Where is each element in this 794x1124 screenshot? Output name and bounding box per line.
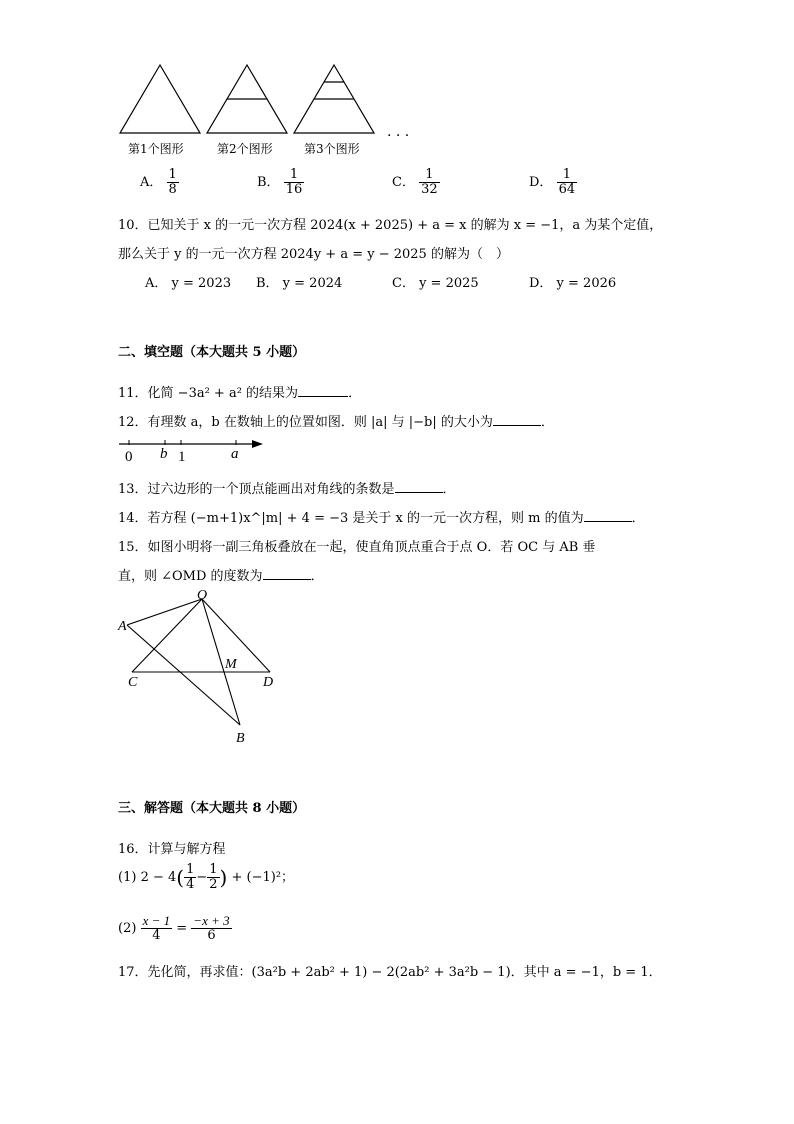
caption-figure-2: 第2个图形 [217, 142, 273, 156]
q14: 14．若方程 (−m+1)x^|m| + 4 = −3 是关于 x 的一元一次方程，则 m 的值为 ． [118, 511, 645, 526]
q9-option-a[interactable]: A． $\frac{1}{8}$ [140, 167, 177, 197]
q17: 17．先化简，再求值：(3a²b + 2ab² + 1) − 2(2ab² + 3a²b − 1)．其中 a = −1，b = 1． [118, 965, 662, 980]
q9-option-b[interactable]: B． $\frac{1}{16}$ [257, 167, 303, 197]
point-label-b: B [236, 731, 245, 746]
figure-ellipsis: . . . [387, 124, 410, 140]
q15-line1: 15．如图小明将一副三角板叠放在一起，使直角顶点重合于点 O．若 OC 与 AB 垂 [118, 540, 596, 555]
q9-option-c[interactable]: C． $\frac{1}{32}$ [392, 167, 438, 197]
axis-label-1: 1 [178, 449, 186, 464]
point-label-m: M [225, 657, 237, 672]
answer-blank[interactable] [263, 567, 311, 580]
q10-line2: 那么关于 y 的一元一次方程 2024y + a = y − 2025 的解为（ ） [118, 247, 509, 262]
q11: 11．化简 −3a² + a² 的结果为 ． [118, 386, 362, 401]
fraction: $\frac{1}{2}$ [209, 862, 218, 892]
caption-figure-3: 第3个图形 [304, 142, 360, 156]
fraction: $\frac{1}{32}$ [421, 167, 438, 197]
section-3-title: 三、解答题（本大题共 8 小题） [118, 801, 306, 816]
answer-blank[interactable] [584, 509, 632, 522]
axis-label-0: 0 [125, 449, 133, 464]
triangle-pattern-figure [110, 60, 410, 140]
number-line-figure [115, 436, 270, 464]
q16-part1: (1) 2 − 4( $\frac{1}{4}$ − $\frac{1}{2}$ ) + (−1)²； [118, 862, 295, 892]
q10-option-d[interactable]: D． y = 2026 [529, 276, 617, 291]
fraction: $\frac{1}{16}$ [285, 167, 303, 197]
triangle-1 [120, 65, 200, 133]
caption-figure-1: 第1个图形 [128, 142, 184, 156]
answer-blank[interactable] [298, 384, 348, 397]
q10-option-c[interactable]: C． y = 2025 [392, 276, 479, 291]
fraction: $\frac{1}{64}$ [558, 167, 576, 197]
q12: 12．有理数 a，b 在数轴上的位置如图．则 |a| 与 |−b| 的大小为 ． [118, 415, 554, 430]
axis-label-a: a [231, 446, 239, 462]
q13: 13．过六边形的一个顶点能画出对角线的条数是 ． [118, 482, 456, 497]
q10-line1: 10．已知关于 x 的一元一次方程 2024(x + 2025) + a = x 的解为 x = −1，a 为某个定值， [118, 218, 663, 233]
q15-line2: 直，则 ∠OMD 的度数为 ． [118, 569, 324, 584]
q16-title: 16．计算与解方程 [118, 842, 226, 857]
point-label-a: A [118, 619, 127, 634]
fraction: $\frac{x - 1}{4}$ [142, 913, 171, 943]
point-label-o: O [197, 588, 208, 603]
fraction: $\frac{1}{8}$ [168, 167, 177, 197]
fraction: $\frac{-x + 3}{6}$ [193, 913, 230, 943]
point-label-d: D [263, 675, 274, 690]
q16-part2: (2) $\frac{x - 1}{4}$ = $\frac{-x + 3}{6}$ [118, 913, 230, 943]
point-label-c: C [128, 675, 138, 690]
fraction: $\frac{1}{4}$ [186, 862, 195, 892]
answer-blank[interactable] [493, 413, 541, 426]
q10-option-a[interactable]: A． y = 2023 [145, 276, 232, 291]
section-2-title: 二、填空题（本大题共 5 小题） [118, 345, 306, 360]
q10-option-b[interactable]: B． y = 2024 [256, 276, 343, 291]
q9-option-d[interactable]: D． $\frac{1}{64}$ [529, 167, 576, 197]
triangle-3 [294, 65, 374, 133]
geometry-figure [110, 585, 290, 750]
axis-label-b: b [160, 446, 168, 462]
answer-blank[interactable] [395, 480, 443, 493]
triangle-2 [207, 65, 287, 133]
